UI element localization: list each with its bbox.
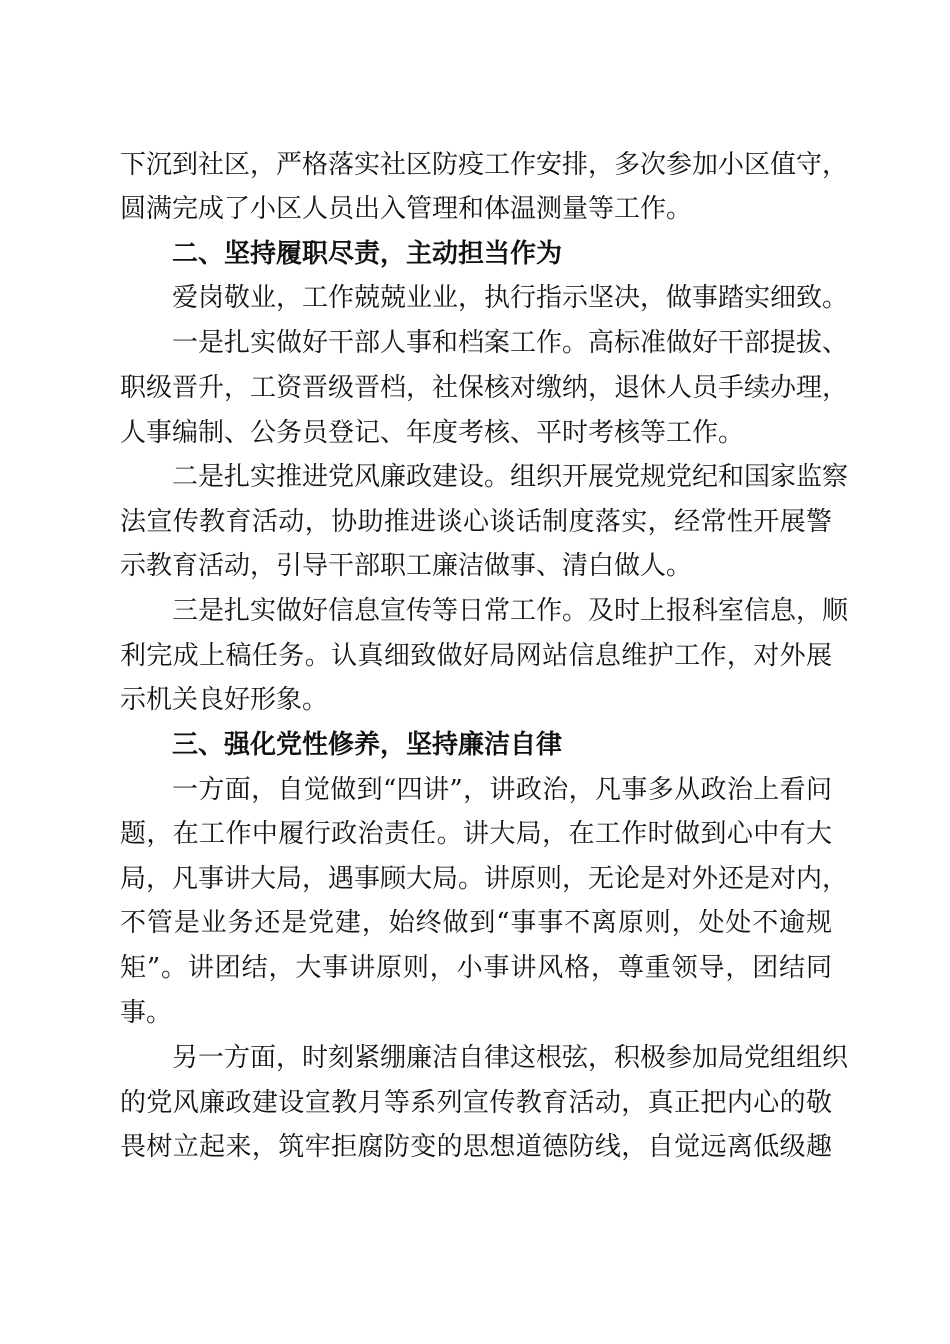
paragraph-line: 利完成上稿任务。认真细致做好局网站信息维护工作，对外展 xyxy=(120,641,832,671)
paragraph-line: 法宣传教育活动，协助推进谈心谈话制度落实，经常性开展警 xyxy=(120,507,832,537)
paragraph-line: 爱岗敬业，工作兢兢业业，执行指示坚决，做事踏实细致。 xyxy=(172,283,849,313)
paragraph-line: 一是扎实做好干部人事和档案工作。高标准做好干部提拔、 xyxy=(172,328,849,358)
paragraph-line: 二是扎实推进党风廉政建设。组织开展党规党纪和国家监察 xyxy=(172,462,849,492)
paragraph-line: 矩”。讲团结，大事讲原则，小事讲风格，尊重领导，团结同 xyxy=(120,953,832,983)
paragraph-line: 示教育活动，引导干部职工廉洁做事、清白做人。 xyxy=(120,551,693,581)
paragraph-line: 三是扎实做好信息宣传等日常工作。及时上报科室信息，顺 xyxy=(172,596,849,626)
paragraph-line: 另一方面，时刻紧绷廉洁自律这根弦，积极参加局党组组织 xyxy=(172,1043,849,1073)
paragraph-line: 圆满完成了小区人员出入管理和体温测量等工作。 xyxy=(120,194,693,224)
paragraph-line: 局，凡事讲大局，遇事顾大局。讲原则，无论是对外还是对内， xyxy=(120,864,849,894)
paragraph-line: 事。 xyxy=(120,998,173,1028)
paragraph-line: 的党风廉政建设宣教月等系列宣传教育活动，真正把内心的敬 xyxy=(120,1088,832,1118)
paragraph-line: 下沉到社区，严格落实社区防疫工作安排，多次参加小区值守， xyxy=(120,150,849,180)
section-heading-3: 三、强化党性修养，坚持廉洁自律 xyxy=(172,730,563,760)
paragraph-line: 畏树立起来，筑牢拒腐防变的思想道德防线，自觉远离低级趣 xyxy=(120,1132,832,1162)
paragraph-line: 人事编制、公务员登记、年度考核、平时考核等工作。 xyxy=(120,418,745,448)
paragraph-line: 职级晋升，工资晋级晋档，社保核对缴纳，退休人员手续办理， xyxy=(120,373,849,403)
paragraph-line: 一方面，自觉做到“四讲”，讲政治，凡事多从政治上看问 xyxy=(172,775,832,805)
paragraph-line: 不管是业务还是党建，始终做到“事事不离原则，处处不逾规 xyxy=(120,908,832,938)
paragraph-line: 示机关良好形象。 xyxy=(120,685,329,715)
paragraph-line: 题，在工作中履行政治责任。讲大局，在工作时做到心中有大 xyxy=(120,819,832,849)
section-heading-2: 二、坚持履职尽责，主动担当作为 xyxy=(172,239,563,269)
